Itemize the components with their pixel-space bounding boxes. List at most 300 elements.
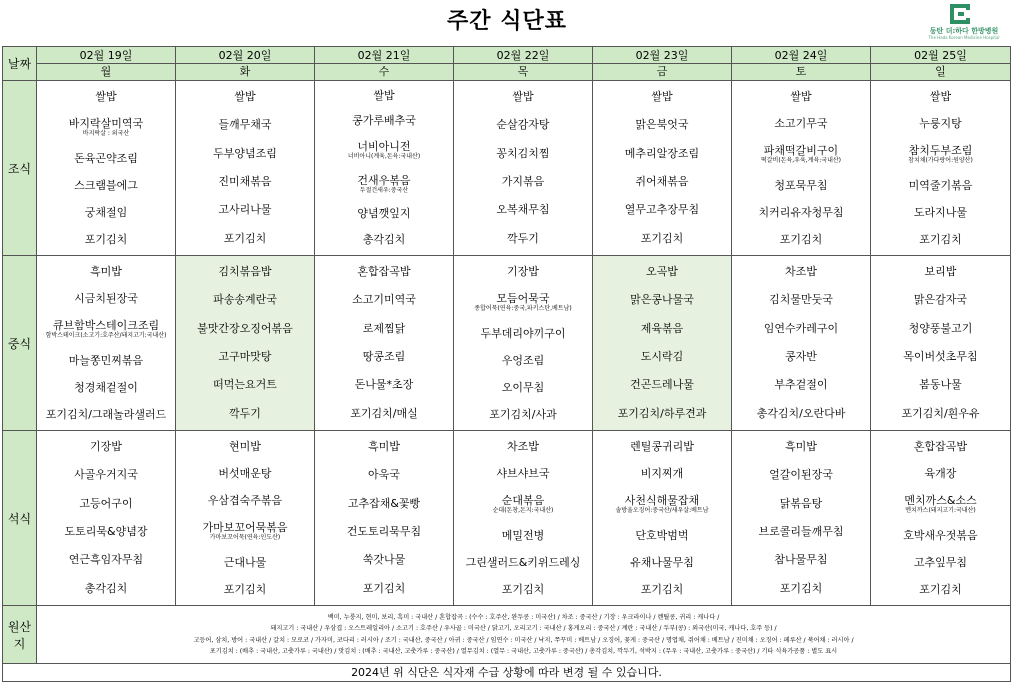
breakfast-row [3, 81, 1011, 256]
menu-item [315, 90, 453, 102]
day-weekday: 금 [593, 63, 731, 79]
menu-item [593, 294, 731, 306]
menu-item-name: 흑미밥 [785, 440, 817, 454]
menu-item [871, 495, 1010, 515]
menu-item-name: 멘치까스&소스 [904, 493, 977, 507]
menu-item-name: 김치물만둣국 [769, 293, 833, 307]
menu-item [593, 119, 731, 131]
menu-item-name: 포기김치 [779, 581, 823, 595]
menu-item-name: 순살감자탕 [496, 118, 550, 132]
day-header [593, 47, 732, 81]
lunch-cell [315, 256, 454, 431]
hospital-logo-icon [950, 4, 970, 24]
menu-item-name: 고추잎무침 [913, 555, 968, 569]
menu-item-name: 호박새우젓볶음 [903, 528, 978, 542]
menu-item-name: 포기김치/사과 [489, 407, 557, 421]
menu-item-name: 메추리알장조림 [624, 146, 700, 160]
lunch-cell [37, 256, 176, 431]
menu-item-name: 유채나물무침 [630, 555, 694, 569]
menu-item-name: 고사리나물 [218, 203, 272, 217]
menu-item-name: 청양풍불고기 [908, 321, 973, 335]
menu-item [732, 583, 870, 595]
menu-item [593, 557, 731, 569]
menu-item-name: 모듬어묵국 [496, 291, 550, 305]
menu-item [454, 293, 592, 313]
lunch-row-label: 중식 [3, 256, 37, 431]
menu-item-name: 두부양념조림 [213, 146, 277, 160]
menu-item-origin-note: 가마보꼬어묵(연육:인도산) [209, 533, 281, 541]
day-weekday: 토 [732, 63, 870, 79]
menu-item-name: 파채떡갈비구이 [763, 143, 839, 157]
menu-item [871, 294, 1010, 306]
menu-item [593, 91, 731, 103]
dinner-row-label: 석식 [3, 431, 37, 606]
menu-item [315, 583, 453, 595]
menu-item [871, 234, 1010, 246]
menu-item-name: 제육볶음 [640, 321, 684, 335]
menu-item [454, 176, 592, 188]
menu-item [454, 328, 592, 340]
menu-item [593, 176, 731, 188]
origin-line: 돼지고기 : 국내산 / 우삼겹 : 오스트레일리아 / 소고기 : 호주산 / 우사골 : 미국산 / 닭고기, 오리고기 : 국내산 / 홍게오리 : 중국산 / 계란 : 국내산 / 두부(콩) : 외국산(미국, 캐나다, 호주 등) / [270, 625, 777, 632]
menu-item-name: 차조밥 [785, 265, 817, 279]
menu-item-name: 바지락살미역국 [68, 116, 144, 130]
menu-item [593, 148, 731, 160]
menu-item [37, 293, 175, 305]
menu-item [871, 557, 1010, 569]
menu-item [176, 148, 314, 160]
menu-item-name: 마늘쫑민찌볶음 [68, 353, 144, 367]
menu-item-name: 사골우거지국 [74, 468, 138, 482]
menu-item [732, 323, 870, 335]
menu-item-name: 샤브샤브국 [496, 466, 550, 480]
menu-item-name: 쌀밥 [95, 89, 117, 103]
dinner-cell [176, 431, 315, 606]
menu-item [315, 115, 453, 127]
day-weekday: 월 [37, 63, 175, 79]
menu-item-origin-note: 순대(돈창,돈지:국내산) [492, 506, 554, 514]
day-header [37, 47, 176, 81]
menu-item-name: 고추잡채&꽃빵 [347, 496, 421, 510]
menu-item [176, 379, 314, 391]
menu-item-origin-note: 솔방울오징어:중국산/새우살:베트남 [615, 506, 709, 514]
menu-item [176, 495, 314, 507]
menu-item [176, 441, 314, 453]
menu-item [454, 495, 592, 515]
menu-item-name: 포기김치 [223, 582, 267, 596]
breakfast-cell [37, 81, 176, 256]
menu-item [176, 584, 314, 596]
day-weekday: 수 [315, 63, 453, 79]
menu-item-name: 그린샐러드&키위드레싱 [465, 555, 581, 569]
day-date: 02월 20일 [218, 49, 272, 62]
menu-item [176, 266, 314, 278]
lunch-cell [176, 256, 315, 431]
menu-item-name: 포기김치 [223, 231, 267, 245]
menu-item-name: 총각김치 [84, 581, 128, 595]
menu-item-name: 스크램블에그 [74, 178, 138, 192]
menu-item-name: 쌀밥 [651, 90, 673, 104]
menu-item-name: 흑미밥 [90, 264, 122, 278]
menu-item-name: 근대나물 [223, 555, 267, 569]
menu-item-name: 들깨무채국 [218, 118, 272, 132]
origin-line: 포기김치 : (배추 : 국내산, 고춧가루 : 국내산) / 맛김치 : (배추 : 국내산, 고춧가루 : 중국산) / 열무김치 : (열무 : 국내산, 고춧가루 : 중국산) / 총각김치, 깍두기, 석박지 : (무우 : 국내산, 고춧가루 : 중국산) / 기타 식육가공품 : 별도 표시 [209, 648, 838, 655]
menu-item-name: 맑은북엇국 [635, 118, 689, 132]
menu-item-name: 청포묵무침 [774, 178, 828, 192]
menu-item [732, 441, 870, 453]
menu-item-name: 차조밥 [507, 439, 539, 453]
menu-item [37, 180, 175, 192]
day-header [315, 47, 454, 81]
menu-item [593, 468, 731, 480]
menu-item-name: 고등어구이 [79, 496, 133, 510]
day-header [732, 47, 871, 81]
menu-item-name: 건곤드레나물 [630, 378, 694, 392]
lunch-cell [871, 256, 1011, 431]
menu-item-origin-note: 멘치까스(돼지고기:국내산) [905, 506, 976, 514]
menu-item [315, 266, 453, 278]
menu-item-name: 얼갈이된장국 [769, 468, 833, 482]
menu-item [732, 554, 870, 566]
menu-item-name: 포기김치/흰우유 [901, 406, 980, 420]
menu-item [315, 234, 453, 246]
menu-item [37, 355, 175, 367]
menu-item-name: 소고기무국 [774, 116, 828, 130]
menu-item-name: 돈육곤약조림 [74, 151, 138, 165]
menu-item [37, 91, 175, 103]
menu-item [454, 233, 592, 245]
menu-item [176, 91, 314, 103]
menu-item [593, 495, 731, 515]
menu-item [454, 409, 592, 421]
menu-item [37, 526, 175, 538]
menu-item [871, 266, 1010, 278]
menu-item-name: 너비아니전 [357, 140, 411, 154]
date-row-label: 날짜 [3, 47, 37, 81]
menu-item [593, 323, 731, 335]
menu-item [871, 118, 1010, 130]
origin-line: 백미, 누룽지, 현미, 보리, 흑미 : 국내산 / 혼합잡곡 : (수수 : 호주산, 완두콩 : 미국산) / 차조 : 중국산 / 기장 : 우크라이나 / 렌틸콩, 귀리 : 캐나다 / [327, 613, 720, 621]
menu-item-name: 버섯매운탕 [218, 466, 272, 480]
menu-item [176, 408, 314, 420]
menu-item [454, 468, 592, 480]
menu-item [732, 145, 870, 165]
menu-item [732, 379, 870, 391]
menu-item-name: 참나물무침 [774, 553, 828, 567]
menu-item [454, 355, 592, 367]
menu-item [454, 441, 592, 453]
breakfast-row-label: 조식 [3, 81, 37, 256]
menu-item-name: 오곡밥 [646, 265, 678, 279]
menu-item [37, 320, 175, 340]
menu-item [315, 498, 453, 510]
menu-item-name: 총각김치 [362, 233, 406, 247]
menu-item-name: 목이버섯초무침 [903, 350, 978, 364]
menu-item [315, 175, 453, 195]
dinner-cell [593, 431, 732, 606]
menu-item-name: 가지볶음 [501, 175, 545, 189]
menu-item [871, 207, 1010, 219]
menu-item-name: 육개장 [924, 466, 957, 480]
menu-item [37, 234, 175, 246]
menu-item [37, 409, 175, 421]
menu-item-name: 쑥갓나물 [362, 553, 406, 567]
menu-item [37, 498, 175, 510]
menu-item-name: 김치볶음밥 [218, 265, 272, 279]
menu-item [454, 204, 592, 216]
menu-item-name: 렌틸콩귀리밥 [630, 439, 694, 453]
menu-item [176, 294, 314, 306]
menu-item-name: 쌀밥 [512, 90, 534, 104]
menu-item [871, 351, 1010, 363]
menu-item [732, 91, 870, 103]
menu-item-origin-note: 참치채(가다랑어:원양산) [908, 156, 973, 164]
menu-item-name: 맑은콩나물국 [630, 293, 694, 307]
menu-item [454, 91, 592, 103]
menu-item-name: 쌀밥 [790, 89, 812, 103]
lunch-cell [593, 256, 732, 431]
menu-item-name: 떠먹는요거트 [213, 378, 277, 392]
menu-item-name: 맑은감자국 [913, 293, 968, 307]
menu-item [732, 526, 870, 538]
menu-item [593, 530, 731, 542]
menu-item [593, 584, 731, 596]
menu-item-name: 도라지나물 [913, 205, 968, 219]
menu-item-name: 혼합잡곡밥 [913, 439, 968, 453]
menu-item-name: 포기김치 [919, 582, 962, 596]
menu-item-name: 쌀밥 [234, 90, 256, 104]
menu-item [454, 148, 592, 160]
day-date: 02월 25일 [914, 49, 967, 62]
day-weekday: 목 [454, 63, 592, 79]
menu-item [315, 441, 453, 453]
menu-item [593, 441, 731, 453]
day-header [871, 47, 1011, 81]
menu-item-name: 쥐어채볶음 [635, 175, 689, 189]
menu-item [37, 266, 175, 278]
menu-item [37, 583, 175, 595]
menu-item-name: 두부데리야끼구이 [480, 326, 566, 340]
menu-item [176, 557, 314, 569]
menu-item-name: 양념깻잎지 [357, 207, 411, 221]
menu-item-name: 순대볶음 [501, 493, 545, 507]
menu-item [871, 379, 1010, 391]
menu-item-name: 소고기미역국 [352, 293, 416, 307]
menu-item [37, 469, 175, 481]
menu-item-origin-note: 종합어묵(연육:중국,파키스탄,베트남) [474, 304, 572, 312]
menu-item [37, 118, 175, 138]
origin-row-label: 원산지 [3, 606, 37, 664]
menu-item [732, 351, 870, 363]
breakfast-cell [454, 81, 593, 256]
menu-item-name: 보리밥 [924, 265, 957, 279]
breakfast-cell [176, 81, 315, 256]
menu-item-name: 열무고추장무침 [624, 203, 700, 217]
menu-item [732, 294, 870, 306]
menu-item-name: 단호박범벅 [635, 528, 689, 542]
dinner-cell [315, 431, 454, 606]
menu-item-name: 닭볶음탕 [779, 496, 823, 510]
menu-item [176, 522, 314, 542]
menu-item-name: 돈나물*초장 [354, 378, 414, 392]
menu-item-name: 깍두기 [507, 231, 539, 245]
menu-item [315, 141, 453, 161]
menu-item-name: 포기김치/매실 [350, 406, 418, 420]
menu-item-name: 미역줄기볶음 [908, 178, 973, 192]
menu-item [37, 382, 175, 394]
menu-item-name: 혼합잡곡밥 [357, 265, 411, 279]
menu-item-name: 시금치된장국 [74, 291, 138, 305]
menu-item-name: 가마보꼬어묵볶음 [202, 520, 288, 534]
menu-item [454, 266, 592, 278]
menu-item-name: 포기김치/그래놀라샐러드 [45, 407, 167, 421]
date-header-row [3, 47, 1011, 81]
menu-item [593, 408, 731, 420]
menu-item-name: 비지찌개 [640, 466, 684, 480]
menu-item-name: 메밀전병 [501, 528, 545, 542]
menu-item [454, 530, 592, 542]
dinner-row [3, 431, 1011, 606]
menu-item [871, 180, 1010, 192]
menu-item [732, 498, 870, 510]
menu-item-name: 우엉조림 [501, 353, 545, 367]
menu-item [315, 294, 453, 306]
dinner-cell [732, 431, 871, 606]
menu-item-name: 아욱국 [368, 468, 400, 482]
logo-name-korean: 동탄 더:하다 한방병원 [929, 27, 999, 35]
menu-item-name: 청경채겉절이 [74, 380, 138, 394]
hospital-logo [918, 4, 1010, 40]
origin-row [3, 606, 1011, 664]
menu-item-name: 부추겉절이 [774, 378, 828, 392]
menu-item-name: 포기김치 [919, 232, 962, 246]
menu-item-name: 도토리묵&양념장 [64, 525, 148, 539]
menu-item [315, 323, 453, 335]
menu-item [315, 554, 453, 566]
day-header [176, 47, 315, 81]
breakfast-cell [593, 81, 732, 256]
day-header [454, 47, 593, 81]
menu-item [732, 118, 870, 130]
menu-item [593, 379, 731, 391]
menu-item [176, 176, 314, 188]
menu-item [732, 234, 870, 246]
menu-item [871, 584, 1010, 596]
menu-item [871, 441, 1010, 453]
day-date: 02월 19일 [79, 49, 133, 62]
menu-item-name: 사천식해물잡채 [624, 493, 700, 507]
breakfast-cell [871, 81, 1011, 256]
menu-item-name: 콩가루배추국 [352, 114, 416, 128]
menu-item-origin-note: 떡갈비(돈육,우육,계육:국내산) [760, 156, 842, 164]
menu-item [176, 323, 314, 335]
menu-item-name: 오복채무침 [496, 203, 550, 217]
menu-item-name: 흑미밥 [368, 440, 400, 454]
menu-item-name: 연근흑임자무침 [68, 553, 144, 567]
menu-item-name: 치커리유자청무침 [758, 205, 844, 219]
menu-item-name: 포기김치 [84, 232, 128, 246]
menu-item [732, 207, 870, 219]
menu-item-name: 기장밥 [90, 440, 122, 454]
menu-item-name: 쌀밥 [929, 89, 952, 103]
menu-item [37, 554, 175, 566]
menu-item-name: 진미채볶음 [218, 175, 272, 189]
menu-item [871, 145, 1010, 165]
menu-item-name: 불맛간장오징어볶음 [197, 321, 293, 335]
day-date: 02월 24일 [774, 49, 828, 62]
origin-line: 고등어, 삼치, 방어 : 국내산 / 갈치 : 모로코 / 가자미, 코다리 : 러시아 / 조기 : 국내산, 중국산 / 아귀 : 중국산 / 임연수 : 미국산 / 낙지, 쭈꾸미 : 베트남 / 오징어, 꽃게 : 중국산 / 명엽채, 쥐어채 : 베트남 / 진미채 : 오징어 : 페루산 / 북어채 : 러시아 / [193, 636, 854, 644]
menu-item-name: 참치두부조림 [908, 143, 973, 157]
menu-item [176, 233, 314, 245]
day-date: 02월 21일 [357, 49, 411, 62]
menu-item [37, 153, 175, 165]
menu-item [176, 468, 314, 480]
menu-item-name: 브로콜리들깨무침 [758, 525, 844, 539]
menu-item-name: 고구마맛탕 [218, 350, 272, 364]
menu-item [37, 441, 175, 453]
menu-item [732, 408, 870, 420]
menu-item [176, 351, 314, 363]
lunch-row [3, 256, 1011, 431]
menu-item-name: 포기김치/하루견과 [617, 406, 707, 420]
menu-item-origin-note: 두절건새우:중국산 [359, 186, 409, 194]
menu-item-name: 깍두기 [229, 406, 261, 420]
lunch-cell [732, 256, 871, 431]
breakfast-cell [732, 81, 871, 256]
menu-item [176, 119, 314, 131]
day-weekday: 화 [176, 63, 314, 79]
origin-info [37, 606, 1011, 664]
menu-item-name: 총각김치/오란다바 [756, 406, 846, 420]
menu-item [454, 584, 592, 596]
dinner-cell [871, 431, 1011, 606]
menu-item [871, 323, 1010, 335]
menu-item [871, 530, 1010, 542]
logo-name-english: The Hada Korean Medicine Hospital [928, 35, 1000, 40]
menu-item-name: 오이무침 [501, 380, 545, 394]
menu-item-name: 기장밥 [507, 264, 539, 278]
menu-item-name: 누룽지탕 [919, 116, 962, 130]
breakfast-cell [315, 81, 454, 256]
menu-item [871, 468, 1010, 480]
menu-item-name: 우삼겹숙주볶음 [207, 493, 283, 507]
menu-item-name: 포기김치 [362, 581, 406, 595]
menu-item-name: 쌀밥 [373, 88, 395, 102]
menu-item-name: 포기김치 [640, 231, 684, 245]
menu-item-name: 건도토리묵무침 [346, 525, 422, 539]
menu-item-name: 포기김치 [501, 582, 545, 596]
menu-item-name: 현미밥 [229, 439, 261, 453]
notice-row [3, 664, 1011, 682]
menu-item [593, 266, 731, 278]
menu-item-name: 임연수카레구이 [763, 321, 839, 335]
menu-item [732, 180, 870, 192]
menu-item [732, 469, 870, 481]
menu-item [315, 351, 453, 363]
menu-item [593, 351, 731, 363]
menu-item-origin-note: 바지락살 : 외국산 [82, 129, 130, 137]
menu-item [315, 408, 453, 420]
menu-item-name: 포기김치 [640, 582, 684, 596]
notice-text: 2024년 위 식단은 식자재 수급 상황에 따라 변경 될 수 있습니다. [3, 664, 1011, 682]
menu-item [176, 204, 314, 216]
menu-item [454, 557, 592, 569]
menu-item-name: 건새우볶음 [357, 173, 411, 187]
menu-item [315, 208, 453, 220]
menu-item [315, 469, 453, 481]
menu-item-origin-note: 함박스테이크(소고기:호주산/돼지고기:국내산) [45, 331, 167, 339]
menu-item [871, 91, 1010, 103]
